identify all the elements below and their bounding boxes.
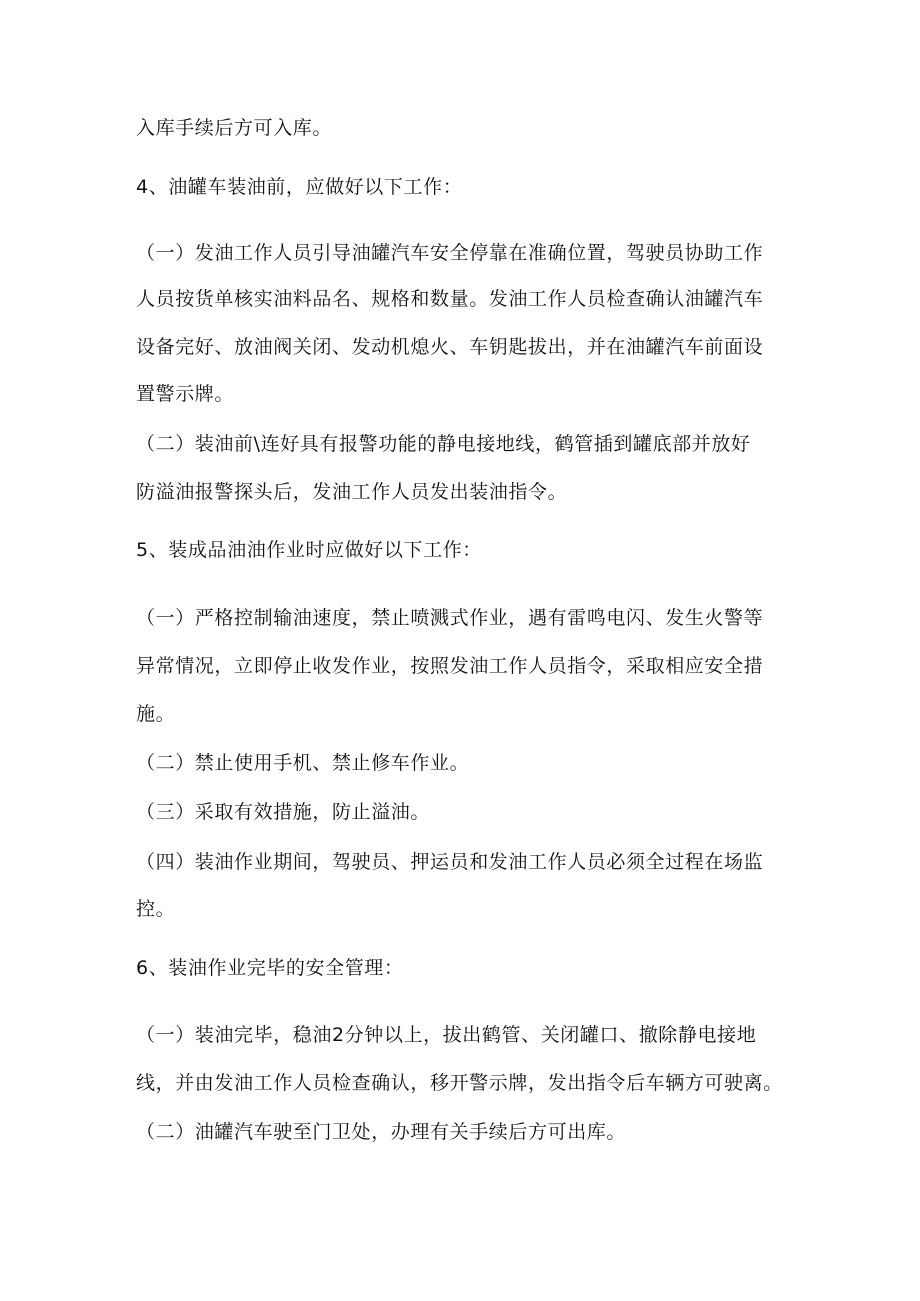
paragraph-line: 人员按货单核实油料品名、规格和数量。发油工作人员检查确认油罐汽车	[136, 288, 764, 310]
paragraph-line: （一）装油完毕，稳油2分钟以上，拔出鹤管、关闭罐口、撤除静电接地	[136, 1024, 757, 1046]
paragraph-line: 防溢油报警探头后，发油工作人员发出装油指令。	[136, 481, 568, 503]
section-heading-4: 4、油罐车装油前，应做好以下工作：	[136, 176, 463, 198]
section-heading-6: 6、装油作业完毕的安全管理：	[136, 957, 404, 979]
paragraph-line: （三）采取有效措施，防止溢油。	[136, 801, 431, 823]
paragraph-line: 异常情况，立即停止收发作业，按照发油工作人员指令，采取相应安全措	[136, 655, 764, 677]
paragraph-line: （一）发油工作人员引导油罐汽车安全停靠在准确位置，驾驶员协助工作	[136, 242, 764, 264]
paragraph-line: 控。	[136, 898, 176, 920]
paragraph-line: 施。	[136, 703, 176, 725]
paragraph-line: （二）装油前\连好具有报警功能的静电接地线，鹤管插到罐底部并放好	[136, 433, 751, 455]
paragraph-line: 线，并由发油工作人员检查确认，移开警示牌，发出指令后车辆方可驶离。	[136, 1072, 783, 1094]
section-heading-5: 5、装成品油油作业时应做好以下工作：	[136, 539, 482, 561]
paragraph-line: （四）装油作业期间，驾驶员、押运员和发油工作人员必须全过程在场监	[136, 851, 764, 873]
paragraph-line: （一）严格控制输油速度，禁止喷溅式作业，遇有雷鸣电闪、发生火警等	[136, 607, 764, 629]
paragraph-line: 置警示牌。	[136, 383, 235, 405]
paragraph-line: （二）油罐汽车驶至门卫处，办理有关手续后方可出库。	[136, 1121, 627, 1143]
paragraph-line: （二）禁止使用手机、禁止修车作业。	[136, 752, 470, 774]
paragraph-line: 设备完好、放油阀关闭、发动机熄火、车钥匙拔出，并在油罐汽车前面设	[136, 336, 764, 358]
text-line: 入库手续后方可入库。	[136, 117, 333, 139]
